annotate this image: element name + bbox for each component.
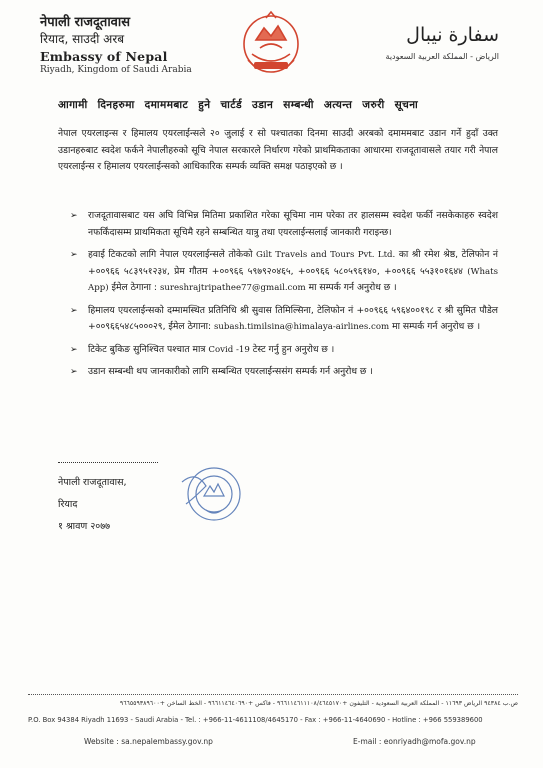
bullet-text: ईमेल ठेगाना : (111, 282, 158, 293)
embassy-name-english: Embassy of Nepal (40, 49, 168, 64)
arrow-bullet-icon: ➢ (70, 211, 78, 221)
signature-block (58, 472, 127, 538)
list-item (58, 303, 498, 336)
covid-label: Covid -19 (208, 344, 250, 355)
footer-address-english: P.O. Box 94384 Riyadh 11693 - Saudi Arabia - Tel. : +966-11-4611108/4645170 - Fax : +966-11-4640690 - Hotline : +966 559389600 (28, 716, 483, 724)
notice-intro: नेपाल एयरलाइन्स र हिमालय एयरलाईन्सले २० जुलाई र सो पश्चातका दिनमा साउदी अरबको दमाममबाट उडान गर्ने हुदाँ उक्त उडानहरुबाट स्वदेश फर्कने नेपालीहरुको सूचि नेपाल सरकारले निर्धारण गरेको प्राथमिकताका आधारमा राजदूतावासले तयार गरी नेपाल एयरलाईन्स र हिमालय एयरलाईन्सको आधिकारिक सम्पर्क व्यक्ति समक्ष पठाइएको छ । (58, 128, 498, 172)
letterhead-right (329, 24, 499, 61)
bullet-text: टेस्ट गर्नु हुन अनुरोध छ । (252, 343, 335, 355)
nepal-coat-of-arms-icon (240, 10, 302, 76)
signature-line (58, 462, 158, 463)
arrow-bullet-icon: ➢ (70, 344, 78, 355)
footer-email-link[interactable]: E-mail : eonriyadh@mofa.gov.np (353, 737, 476, 746)
bullet-text: हवाई टिकटको लागि नेपाल एयरलाईन्सले तोकेको (88, 249, 253, 260)
footer-website-link[interactable]: Website : sa.nepalembassy.gov.np (84, 737, 213, 746)
bullet-text: मा सम्पर्क गर्न अनुरोध छ । (308, 282, 397, 293)
whatsapp-note: (Whats App) (88, 266, 499, 293)
footer-divider (28, 694, 518, 695)
list-item (58, 364, 498, 381)
arrow-bullet-icon: ➢ (70, 305, 78, 316)
arrow-bullet-icon: ➢ (70, 250, 78, 260)
notice-bullet-list (58, 208, 498, 387)
bullet-text: का श्री रमेश श्रेष्ठ, टेलिफोन नं +००९६६ ५८३९५१२३४, प्रेम गौतम +००९६६ ५९७९२०४६५, +००९६६ ५८०५९६१४०, +००९६६ ५५३१०१६४४ (88, 249, 498, 277)
bullet-text: टिकेट बुकिङ सुनिश्चित पश्चात मात्र (88, 343, 206, 355)
notice-title: आगामी दिनहरुमा दमाममबाट हुने चार्टर्ड उडान सम्बन्धी अत्यन्त जरुरी सूचना (58, 99, 419, 111)
bullet-text: मा सम्पर्क गर्न अनुरोध छ । (392, 321, 481, 332)
signature-city: रियाद (58, 499, 78, 510)
bullet-text: हिमालय एयरलाईन्सको दम्मामस्थित प्रतिनिधि श्री सुवास तिमिल्सिना, टेलिफोन नं +००९६६ ५९६४००१९८ र श्री सुमित पौडेल +००९६६५४८५०००२९, ईमेल ठेगाना: (88, 304, 498, 332)
arrow-bullet-icon: ➢ (70, 367, 78, 377)
embassy-name-arabic: سفارة نيبال (406, 24, 499, 46)
letterhead-left (40, 14, 220, 75)
list-item (58, 208, 498, 241)
signature-date: १ श्रावण २०७७ (58, 521, 111, 532)
contact-email-link[interactable]: sureshrajtripathee77@gmail.com (159, 283, 306, 293)
embassy-city-nepali: रियाद, साउदी अरब (40, 32, 125, 46)
signature-org: नेपाली राजदूतावास, (58, 477, 127, 488)
travel-agency-name: Gilt Travels and Tours Pvt. Ltd. (256, 250, 396, 260)
footer-address-arabic: ص.ب ٩٤٣٨٤ الرياض ١١٦٩٣ - المملكة العربية السعودية - التليفون +٩٦٦١١٤٦١١١٠٨/٤٦٤٥١٧٠ - فاكس +٩٦٦١١٤٦٤٠٦٩٠ - الخط الساخن +٩٦٦٥٥٩٣٨٩٦٠٠ (119, 700, 518, 707)
embassy-name-nepali: नेपाली राजदूतावास (40, 15, 131, 30)
embassy-city-english: Riyadh, Kingdom of Saudi Arabia (40, 65, 192, 75)
embassy-city-arabic: الرياض - المملكة العربية السعودية (385, 52, 499, 61)
bullet-text: राजदूतावासबाट यस अघि विभिन्न मितिमा प्रकाशित गरेका सूचिमा नाम परेका तर हालसम्म स्वदेश फर्की नसकेकाहरु स्वदेश नफर्किंदासम्म प्राथमिकता सूचिमै रहने सम्बन्धित यात्रु तथा एयरलाईन्सलाई जानकारी गराइन्छ। (88, 210, 498, 238)
list-item (58, 247, 498, 297)
list-item (58, 342, 498, 359)
contact-email-link[interactable]: subash.timilsina@himalaya-airlines.com (213, 322, 390, 332)
embassy-seal-stamp-icon (176, 464, 246, 524)
bullet-text: उडान सम्बन्धी थप जानकारीको लागि सम्बन्धित एयरलाईन्ससंग सम्पर्क गर्न अनुरोध छ । (88, 366, 373, 377)
